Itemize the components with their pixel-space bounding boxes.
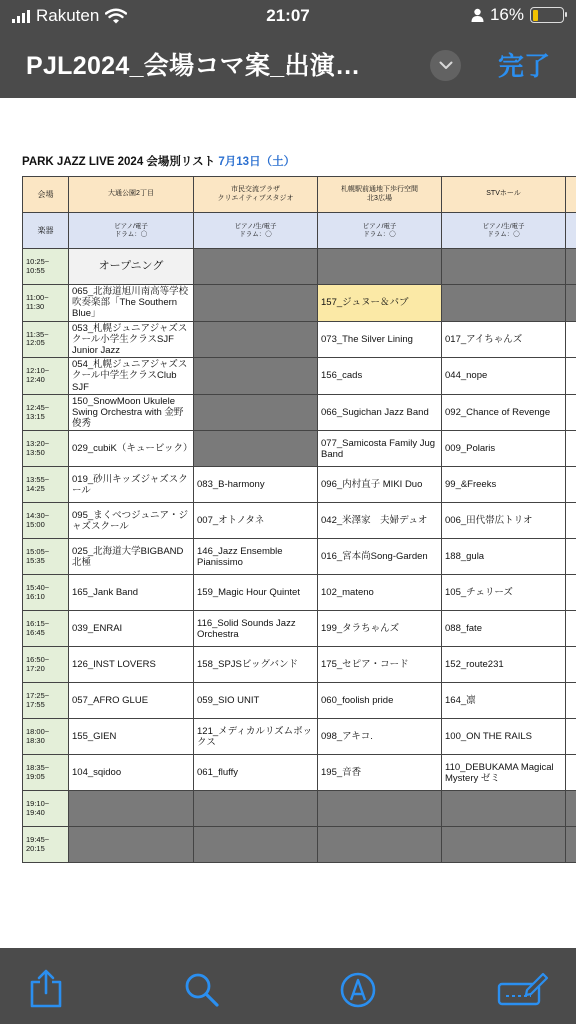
instrument-info: ピアノ/生/電子 ドラム：〇 <box>194 213 318 249</box>
schedule-row <box>23 791 576 827</box>
offscreen-cell <box>566 647 576 683</box>
schedule-row <box>23 467 576 503</box>
schedule-title <box>22 153 295 169</box>
performer-cell: 044_nope <box>442 358 566 395</box>
time-slot: 15:40~ 16:10 <box>23 575 69 611</box>
performer-cell: 095_まくべつジュニア・ジャズスクール <box>69 503 194 539</box>
schedule-date: 7月13日（土） <box>218 156 296 168</box>
battery-icon <box>530 7 564 23</box>
performer-cell: 065_北海道旭川南高等学校吹奏楽部「The Southern Blue」 <box>69 285 194 322</box>
time-slot: 14:30~ 15:00 <box>23 503 69 539</box>
schedule-row <box>23 575 576 611</box>
instrument-row <box>23 213 576 249</box>
time-slot: 16:15~ 16:45 <box>23 611 69 647</box>
venue-name: 札幌駅前通地下歩行空間 北3広場 <box>318 177 442 213</box>
offscreen-cell <box>566 431 576 467</box>
performer-cell: 155_GIEN <box>69 719 194 755</box>
done-button[interactable]: 完了 <box>497 51 550 81</box>
performer-cell: 188_gula <box>442 539 566 575</box>
schedule-row <box>23 647 576 683</box>
offscreen-cell <box>566 503 576 539</box>
performer-cell: 016_宮本尚Song-Garden <box>318 539 442 575</box>
time-slot: 17:25~ 17:55 <box>23 683 69 719</box>
time-slot: 11:00~ 11:30 <box>23 285 69 322</box>
performer-cell: 009_Polaris <box>442 431 566 467</box>
performer-cell: 165_Jank Band <box>69 575 194 611</box>
performer-cell: 077_Samicosta Family Jug Band <box>318 431 442 467</box>
time-slot: 19:10~ 19:40 <box>23 791 69 827</box>
time-slot: 10:25~ 10:55 <box>23 249 69 285</box>
instrument-info <box>566 213 576 249</box>
performer-cell: 025_北海道大学BIGBAND北極 <box>69 539 194 575</box>
person-icon <box>471 8 484 22</box>
performer-cell: 088_fate <box>442 611 566 647</box>
document-title: PJL2024_会場コマ案_出演… <box>26 52 361 80</box>
venue-name: STVホール <box>442 177 566 213</box>
venue-row <box>23 177 576 213</box>
performer-cell: 042_米澤家 夫婦デュオ <box>318 503 442 539</box>
venue-name: 大通公園2丁目 <box>69 177 194 213</box>
performer-cell: 152_route231 <box>442 647 566 683</box>
schedule-table <box>22 176 576 863</box>
offscreen-cell <box>566 358 576 395</box>
performer-cell: 057_AFRO GLUE <box>69 683 194 719</box>
empty-slot <box>442 249 566 285</box>
schedule-row <box>23 503 576 539</box>
performer-cell: 059_SIO UNIT <box>194 683 318 719</box>
performer-cell: 096_内村直子 MIKI Duo <box>318 467 442 503</box>
empty-slot <box>442 285 566 322</box>
schedule-row <box>23 431 576 467</box>
time-slot: 19:45~ 20:15 <box>23 827 69 863</box>
performer-cell: 158_SPJSビッグバンド <box>194 647 318 683</box>
empty-slot <box>194 249 318 285</box>
document-view[interactable] <box>0 98 576 948</box>
schedule-row <box>23 358 576 395</box>
instrument-info: ピアノ/電子 ドラム：〇 <box>318 213 442 249</box>
offscreen-cell <box>566 719 576 755</box>
empty-slot <box>69 791 194 827</box>
venue-name <box>566 177 576 213</box>
time-slot: 16:50~ 17:20 <box>23 647 69 683</box>
performer-cell: 029_cubiK（キュービック） <box>69 431 194 467</box>
empty-slot <box>194 321 318 358</box>
venue-name: 市民交流プラザ クリエイティブスタジオ <box>194 177 318 213</box>
offscreen-cell <box>566 249 576 285</box>
time-slot: 18:35~ 19:05 <box>23 755 69 791</box>
schedule-row <box>23 683 576 719</box>
markup-icon[interactable] <box>340 972 376 1008</box>
performer-cell: 104_sqidoo <box>69 755 194 791</box>
chevron-down-icon <box>439 61 453 70</box>
performer-cell: 060_foolish pride <box>318 683 442 719</box>
empty-slot <box>194 827 318 863</box>
empty-slot <box>318 827 442 863</box>
offscreen-cell <box>566 827 576 863</box>
schedule-row <box>23 755 576 791</box>
schedule-row <box>23 827 576 863</box>
empty-slot <box>194 791 318 827</box>
performer-cell: 066_Sugichan Jazz Band <box>318 394 442 431</box>
schedule-row <box>23 611 576 647</box>
title-menu-button[interactable] <box>430 50 461 81</box>
schedule-row <box>23 285 576 322</box>
navigation-bar <box>0 32 576 98</box>
performer-cell: 110_DEBUKAMA Magical Mystery ゼミ <box>442 755 566 791</box>
offscreen-cell <box>566 791 576 827</box>
performer-cell: 073_The Silver Lining <box>318 321 442 358</box>
offscreen-cell <box>566 575 576 611</box>
performer-cell: 199_タラちゃんズ <box>318 611 442 647</box>
bottom-toolbar <box>0 948 576 1024</box>
performer-cell: 007_オトノタネ <box>194 503 318 539</box>
instrument-info: ピアノ/生/電子 ドラム：〇 <box>442 213 566 249</box>
schedule-row <box>23 249 576 285</box>
performer-cell: 083_B-harmony <box>194 467 318 503</box>
performer-cell: オープニング <box>69 249 194 285</box>
offscreen-cell <box>566 394 576 431</box>
offscreen-cell <box>566 611 576 647</box>
performer-cell: 175_セピア・コード <box>318 647 442 683</box>
performer-cell: 039_ENRAI <box>69 611 194 647</box>
performer-cell: 150_SnowMoon Ukulele Swing Orchestra with 金野俊秀 <box>69 394 194 431</box>
schedule-title-text: PARK JAZZ LIVE 2024 会場別リスト <box>22 156 216 168</box>
performer-cell: 164_凛 <box>442 683 566 719</box>
search-icon[interactable] <box>184 972 220 1008</box>
offscreen-cell <box>566 539 576 575</box>
time-slot: 13:55~ 14:25 <box>23 467 69 503</box>
performer-cell: 195_音香 <box>318 755 442 791</box>
performer-cell: 054_札幌ジュニアジャズスクール中学生クラスClub SJF <box>69 358 194 395</box>
performer-cell: 092_Chance of Revenge <box>442 394 566 431</box>
schedule-row <box>23 394 576 431</box>
offscreen-cell <box>566 467 576 503</box>
offscreen-cell <box>566 683 576 719</box>
empty-slot <box>194 285 318 322</box>
carrier-name: Rakuten <box>36 6 100 25</box>
clock: 21:07 <box>266 6 310 25</box>
performer-cell: 102_mateno <box>318 575 442 611</box>
performer-cell: 017_アイちゃんズ <box>442 321 566 358</box>
signature-icon[interactable] <box>497 972 549 1006</box>
performer-cell: 019_砂川キッズジャズスクール <box>69 467 194 503</box>
performer-cell: 006_田代帯広トリオ <box>442 503 566 539</box>
time-slot: 13:20~ 13:50 <box>23 431 69 467</box>
time-slot: 12:10~ 12:40 <box>23 358 69 395</box>
empty-slot <box>442 827 566 863</box>
empty-slot <box>194 394 318 431</box>
offscreen-cell <box>566 755 576 791</box>
venue-label: 会場 <box>23 177 69 213</box>
empty-slot <box>69 827 194 863</box>
empty-slot <box>194 431 318 467</box>
time-slot: 15:05~ 15:35 <box>23 539 69 575</box>
battery-percentage: 16% <box>489 5 524 24</box>
performer-cell: 126_INST LOVERS <box>69 647 194 683</box>
share-icon[interactable] <box>28 968 64 1008</box>
performer-cell: 053_札幌ジュニアジャズスクール小学生クラスSJF Junior Jazz <box>69 321 194 358</box>
instrument-label: 楽器 <box>23 213 69 249</box>
time-slot: 12:45~ 13:15 <box>23 394 69 431</box>
status-bar <box>0 0 576 32</box>
time-slot: 11:35~ 12:05 <box>23 321 69 358</box>
schedule-row <box>23 539 576 575</box>
performer-cell: 159_Magic Hour Quintet <box>194 575 318 611</box>
performer-cell: 105_チェリーズ <box>442 575 566 611</box>
performer-cell: 116_Solid Sounds Jazz Orchestra <box>194 611 318 647</box>
empty-slot <box>318 249 442 285</box>
schedule-row <box>23 719 576 755</box>
performer-cell: 100_ON THE RAILS <box>442 719 566 755</box>
performer-cell: 157_ジュヌー＆パブ <box>318 285 442 322</box>
performer-cell: 121_メディカルリズムボックス <box>194 719 318 755</box>
performer-cell: 146_Jazz Ensemble Pianissimo <box>194 539 318 575</box>
offscreen-cell <box>566 285 576 322</box>
empty-slot <box>442 791 566 827</box>
instrument-info: ピアノ/電子 ドラム：〇 <box>69 213 194 249</box>
performer-cell: 061_fluffy <box>194 755 318 791</box>
empty-slot <box>194 358 318 395</box>
empty-slot <box>318 791 442 827</box>
performer-cell: 156_cads <box>318 358 442 395</box>
offscreen-cell <box>566 321 576 358</box>
performer-cell: 99_&Freeks <box>442 467 566 503</box>
schedule-row <box>23 321 576 358</box>
performer-cell: 098_アキコ. <box>318 719 442 755</box>
time-slot: 18:00~ 18:30 <box>23 719 69 755</box>
